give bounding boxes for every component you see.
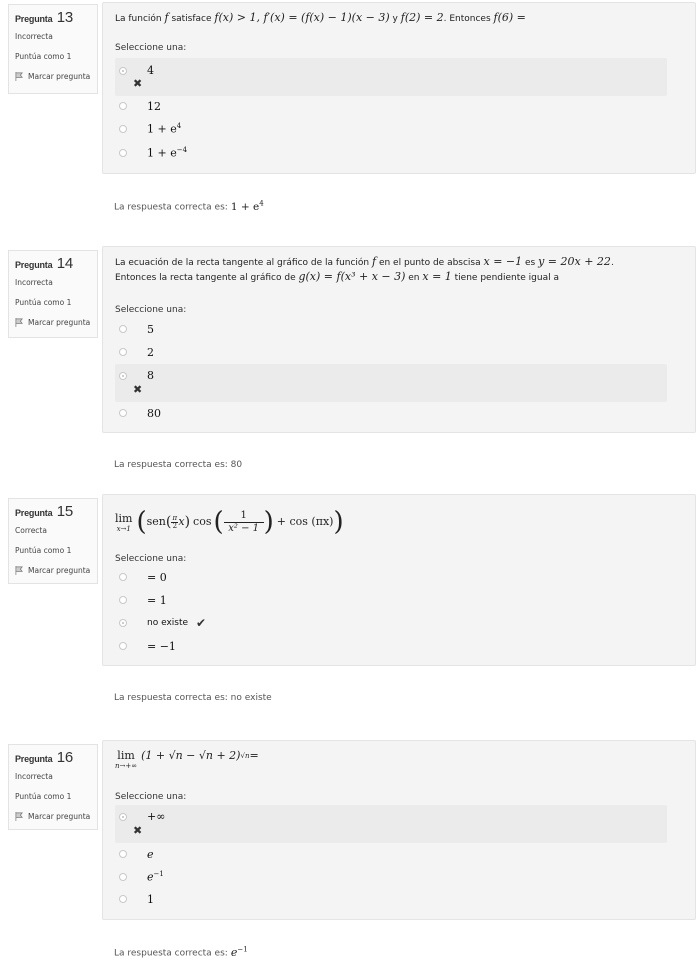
select-prompt: Seleccione una: — [115, 43, 187, 53]
question-info — [8, 4, 98, 94]
radio-button[interactable] — [119, 409, 127, 417]
question-number: Pregunta 16 — [15, 749, 74, 766]
flag-icon — [15, 318, 24, 327]
radio-button[interactable] — [119, 619, 127, 627]
radio-button[interactable] — [119, 325, 127, 333]
answer-option[interactable]: $1 + e^4$ — [115, 118, 667, 140]
radio-button[interactable] — [119, 372, 127, 380]
question-grade: Puntúa como 1 — [15, 298, 72, 307]
question-text: La función f satisface f(x) > 1, f′(x) = (f(x) − 1)(x − 3) y f(2) = 2. Entonces f(6) = — [115, 11, 526, 24]
radio-button[interactable] — [119, 895, 127, 903]
correct-icon: ✔ — [196, 616, 207, 630]
question-text: lim x→1 ( sen ( π 2 x ) cos ( 1 x² − 1 ) + cos (πx) ) — [115, 507, 344, 537]
question-content — [102, 2, 696, 174]
question-content — [102, 494, 696, 666]
radio-button[interactable] — [119, 125, 127, 133]
answer-option[interactable]: 1 — [115, 888, 667, 910]
radio-button[interactable] — [119, 149, 127, 157]
flag-question-link[interactable]: Marcar pregunta — [15, 566, 91, 575]
question-text: La ecuación de la recta tangente al gráfico de la función f en el punto de abscisa x = −1 es y = 20x + 22. Entonces la recta tangente al gráfico de g(x) = f(x³ + x − 3) en x = 1 tiene pendiente igual a — [115, 255, 614, 283]
question-state: Incorrecta — [15, 278, 53, 287]
answer-option[interactable]: 12 — [115, 95, 667, 117]
question-state: Correcta — [15, 526, 47, 535]
question-number: Pregunta 13 — [15, 9, 74, 26]
flag-icon — [15, 72, 24, 81]
question-state: Incorrecta — [15, 772, 53, 781]
radio-button[interactable] — [119, 596, 127, 604]
question-grade: Puntúa como 1 — [15, 546, 72, 555]
answer-option[interactable]: $1 + e^{-4}$ — [115, 142, 667, 164]
select-prompt: Seleccione una: — [115, 554, 187, 564]
answer-option[interactable]: 2 — [115, 341, 667, 363]
radio-button[interactable] — [119, 850, 127, 858]
question-info — [8, 744, 98, 830]
radio-button[interactable] — [119, 573, 127, 581]
radio-button[interactable] — [119, 813, 127, 821]
radio-button[interactable] — [119, 642, 127, 650]
question-number: Pregunta 15 — [15, 503, 74, 520]
question-content — [102, 740, 696, 920]
answer-option[interactable]: $e^{-1}$ — [115, 866, 667, 888]
question-text: lim n→+∞ (1 + √n − √n + 2) √n = — [115, 749, 259, 770]
question-grade: Puntúa como 1 — [15, 792, 72, 801]
flag-icon — [15, 566, 24, 575]
incorrect-icon: ✖ — [133, 77, 143, 90]
question-number: Pregunta 14 — [15, 255, 74, 272]
question-info — [8, 498, 98, 584]
select-prompt: Seleccione una: — [115, 305, 187, 315]
answer-option[interactable]: 5 — [115, 318, 667, 340]
answer-option[interactable]: = −1 — [115, 635, 667, 657]
correct-answer-feedback: La respuesta correcta es: $e^{-1}$ — [114, 945, 248, 959]
answer-option[interactable]: 8 ✖ — [115, 364, 667, 402]
flag-icon — [15, 812, 24, 821]
radio-button[interactable] — [119, 873, 127, 881]
correct-answer-feedback: La respuesta correcta es: 80 — [114, 460, 243, 470]
correct-answer-feedback: La respuesta correcta es: $1 + e^4$ — [114, 199, 264, 213]
correct-answer-feedback: La respuesta correcta es: no existe — [114, 693, 272, 703]
answer-option[interactable]: = 1 — [115, 589, 667, 611]
answer-option[interactable]: 4 ✖ — [115, 58, 667, 96]
incorrect-icon: ✖ — [133, 824, 143, 837]
radio-button[interactable] — [119, 102, 127, 110]
question-grade: Puntúa como 1 — [15, 52, 72, 61]
radio-button[interactable] — [119, 67, 127, 75]
answer-option[interactable]: +∞ ✖ — [115, 805, 667, 843]
select-prompt: Seleccione una: — [115, 792, 187, 802]
answer-option[interactable]: no existe ✔ — [115, 612, 667, 634]
radio-button[interactable] — [119, 348, 127, 356]
question-state: Incorrecta — [15, 32, 53, 41]
flag-question-link[interactable]: Marcar pregunta — [15, 812, 91, 821]
flag-question-link[interactable]: Marcar pregunta — [15, 72, 91, 81]
flag-question-link[interactable]: Marcar pregunta — [15, 318, 91, 327]
answer-option[interactable]: = 0 — [115, 566, 667, 588]
question-info — [8, 250, 98, 338]
answer-option[interactable]: 80 — [115, 402, 667, 424]
incorrect-icon: ✖ — [133, 383, 143, 396]
answer-option[interactable]: e — [115, 843, 667, 865]
question-content — [102, 246, 696, 433]
